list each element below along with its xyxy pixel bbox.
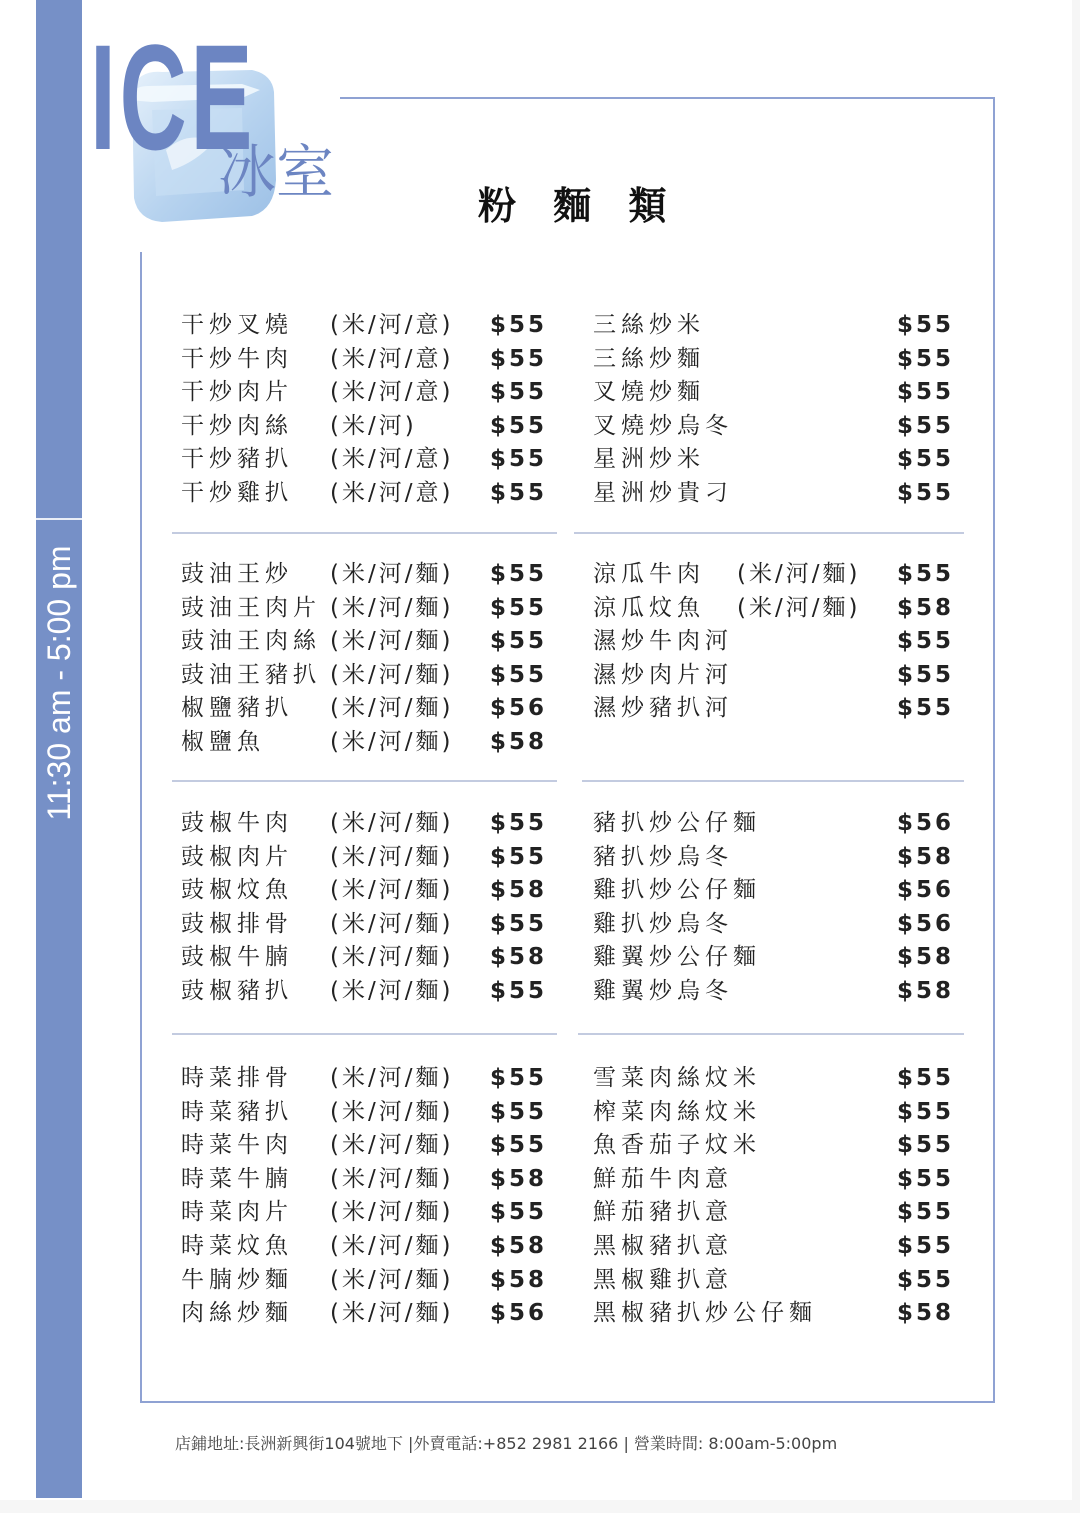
item-price: $55 <box>490 446 548 473</box>
item-price: $55 <box>490 480 548 506</box>
item-price: $58 <box>490 729 548 755</box>
item-price: $55 <box>897 1266 955 1293</box>
frame-right-line <box>993 97 995 1403</box>
item-options: (米/河/麵) <box>330 561 454 587</box>
item-name: 豉椒排骨 <box>181 910 293 937</box>
item-name: 肉絲炒麵 <box>181 1300 293 1327</box>
item-name: 豉椒豬扒 <box>181 978 293 1004</box>
item-price: $58 <box>490 1233 548 1259</box>
brand-logo-chinese: 冰室 <box>218 138 335 206</box>
item-name: 濕炒豬扒河 <box>593 695 733 722</box>
item-price: $55 <box>897 412 955 439</box>
item-options: (米/河/意) <box>330 480 454 506</box>
item-name: 豉椒炆魚 <box>181 877 293 904</box>
item-name: 鮮茄牛肉意 <box>593 1165 733 1192</box>
item-options: (米/河/意) <box>330 312 454 338</box>
item-options: (米/河/麵) <box>330 910 454 937</box>
item-options: (米/河/麵) <box>330 1065 454 1091</box>
item-options: (米/河/麵) <box>330 628 454 655</box>
section-divider <box>578 1033 964 1035</box>
item-price: $55 <box>490 594 548 621</box>
item-name: 濕炒肉片河 <box>593 661 733 688</box>
item-name: 時菜牛肉 <box>181 1132 293 1159</box>
item-name: 時菜豬扒 <box>181 1098 293 1125</box>
item-name: 三絲炒麵 <box>593 345 705 372</box>
side-divider <box>36 518 82 520</box>
item-options: (米/河/麵) <box>330 1132 454 1159</box>
item-name: 榨菜肉絲炆米 <box>593 1098 761 1125</box>
item-price: $55 <box>897 661 955 688</box>
item-name: 豉油王炒 <box>181 561 293 587</box>
item-price: $55 <box>897 1199 955 1226</box>
page-title: 粉 麵 類 <box>478 184 679 228</box>
item-price: $55 <box>490 810 548 836</box>
item-price: $55 <box>490 910 548 937</box>
item-name: 干炒豬扒 <box>181 446 293 473</box>
item-options: (米/河) <box>330 412 417 439</box>
item-price: $55 <box>490 561 548 587</box>
item-price: $58 <box>897 1300 955 1327</box>
item-price: $55 <box>490 345 548 372</box>
item-price: $56 <box>897 810 955 836</box>
item-name: 星洲炒貴刁 <box>593 480 733 506</box>
item-options: (米/河/麵) <box>330 1098 454 1125</box>
item-name: 黑椒豬扒炒公仔麵 <box>593 1300 817 1327</box>
item-name: 涼瓜炆魚 <box>593 594 705 621</box>
item-price: $58 <box>897 594 955 621</box>
brand-logo-latin: ICE <box>90 13 257 181</box>
item-price: $55 <box>897 1065 955 1091</box>
item-price: $55 <box>490 843 548 870</box>
item-name: 雞翼炒烏冬 <box>593 978 733 1004</box>
item-price: $55 <box>490 1098 548 1125</box>
item-price: $56 <box>897 877 955 904</box>
item-options: (米/河/麵) <box>330 594 454 621</box>
item-options: (米/河/麵) <box>737 561 861 587</box>
item-price: $55 <box>897 1233 955 1259</box>
item-name: 干炒肉絲 <box>181 412 293 439</box>
item-name: 雪菜肉絲炆米 <box>593 1065 761 1091</box>
item-price: $56 <box>897 910 955 937</box>
item-name: 黑椒豬扒意 <box>593 1233 733 1259</box>
item-name: 時菜炆魚 <box>181 1233 293 1259</box>
item-name: 叉燒炒麵 <box>593 379 705 406</box>
item-price: $55 <box>897 695 955 722</box>
item-options: (米/河/麵) <box>330 843 454 870</box>
item-price: $55 <box>897 1165 955 1192</box>
item-name: 鮮茄豬扒意 <box>593 1199 733 1226</box>
item-name: 椒鹽魚 <box>181 729 265 755</box>
item-name: 三絲炒米 <box>593 312 705 338</box>
item-price: $55 <box>490 1199 548 1226</box>
item-options: (米/河/麵) <box>330 1300 454 1327</box>
item-name: 雞翼炒公仔麵 <box>593 944 761 971</box>
frame-bottom-line <box>140 1401 995 1403</box>
item-name: 干炒叉燒 <box>181 312 293 338</box>
item-price: $55 <box>490 661 548 688</box>
item-options: (米/河/麵) <box>737 594 861 621</box>
item-options: (米/河/麵) <box>330 810 454 836</box>
item-options: (米/河/意) <box>330 345 454 372</box>
item-price: $56 <box>490 695 548 722</box>
item-name: 叉燒炒烏冬 <box>593 412 733 439</box>
item-name: 豉椒牛腩 <box>181 944 293 971</box>
item-price: $55 <box>897 628 955 655</box>
item-price: $55 <box>897 1098 955 1125</box>
item-price: $55 <box>897 312 955 338</box>
item-name: 牛腩炒麵 <box>181 1266 293 1293</box>
item-price: $55 <box>897 446 955 473</box>
section-divider <box>574 532 964 534</box>
item-name: 魚香茄子炆米 <box>593 1132 761 1159</box>
item-name: 時菜排骨 <box>181 1065 293 1091</box>
section-divider <box>172 780 557 782</box>
item-price: $58 <box>490 1266 548 1293</box>
item-options: (米/河/麵) <box>330 877 454 904</box>
item-name: 豬扒炒烏冬 <box>593 843 733 870</box>
item-price: $55 <box>897 561 955 587</box>
item-price: $58 <box>490 944 548 971</box>
item-name: 雞扒炒烏冬 <box>593 910 733 937</box>
item-price: $58 <box>490 1165 548 1192</box>
item-options: (米/河/意) <box>330 379 454 406</box>
item-price: $55 <box>897 345 955 372</box>
item-price: $55 <box>490 412 548 439</box>
footer-info: 店鋪地址:長洲新興街104號地下 |外賣電話:+852 2981 2166 | 營業時間: 8:00am-5:00pm <box>175 1434 838 1453</box>
item-name: 黑椒雞扒意 <box>593 1266 733 1293</box>
opening-hours-vertical: 11:30 am - 5:00 pm <box>41 545 77 821</box>
item-name: 豉油王肉片 <box>181 594 321 621</box>
item-name: 星洲炒米 <box>593 446 705 473</box>
item-price: $55 <box>490 312 548 338</box>
item-name: 干炒雞扒 <box>181 480 293 506</box>
item-name: 涼瓜牛肉 <box>593 561 705 587</box>
item-price: $58 <box>490 877 548 904</box>
item-options: (米/河/麵) <box>330 695 454 722</box>
item-price: $58 <box>897 978 955 1004</box>
item-options: (米/河/麵) <box>330 944 454 971</box>
item-name: 濕炒牛肉河 <box>593 628 733 655</box>
item-name: 時菜牛腩 <box>181 1165 293 1192</box>
item-name: 時菜肉片 <box>181 1199 293 1226</box>
section-divider <box>172 1033 557 1035</box>
item-price: $55 <box>897 379 955 406</box>
item-name: 豉椒牛肉 <box>181 810 293 836</box>
item-name: 豉油王肉絲 <box>181 628 321 655</box>
item-price: $55 <box>490 978 548 1004</box>
item-options: (米/河/麵) <box>330 1233 454 1259</box>
item-options: (米/河/麵) <box>330 978 454 1004</box>
item-options: (米/河/麵) <box>330 729 454 755</box>
item-price: $56 <box>490 1300 548 1327</box>
item-name: 雞扒炒公仔麵 <box>593 877 761 904</box>
item-name: 椒鹽豬扒 <box>181 695 293 722</box>
item-price: $55 <box>490 628 548 655</box>
section-divider <box>172 532 557 534</box>
item-price: $58 <box>897 944 955 971</box>
item-price: $55 <box>490 379 548 406</box>
item-options: (米/河/麵) <box>330 1199 454 1226</box>
section-divider <box>582 780 964 782</box>
item-name: 干炒牛肉 <box>181 345 293 372</box>
frame-top-line <box>340 97 995 99</box>
item-name: 豉油王豬扒 <box>181 661 321 688</box>
item-name: 豬扒炒公仔麵 <box>593 810 761 836</box>
item-name: 豉椒肉片 <box>181 843 293 870</box>
item-price: $55 <box>490 1065 548 1091</box>
item-price: $55 <box>897 480 955 506</box>
frame-left-line <box>140 252 142 1403</box>
item-price: $58 <box>897 843 955 870</box>
item-options: (米/河/麵) <box>330 661 454 688</box>
item-price: $55 <box>490 1132 548 1159</box>
item-options: (米/河/麵) <box>330 1266 454 1293</box>
item-options: (米/河/意) <box>330 446 454 473</box>
item-options: (米/河/麵) <box>330 1165 454 1192</box>
item-price: $55 <box>897 1132 955 1159</box>
item-name: 干炒肉片 <box>181 379 293 406</box>
